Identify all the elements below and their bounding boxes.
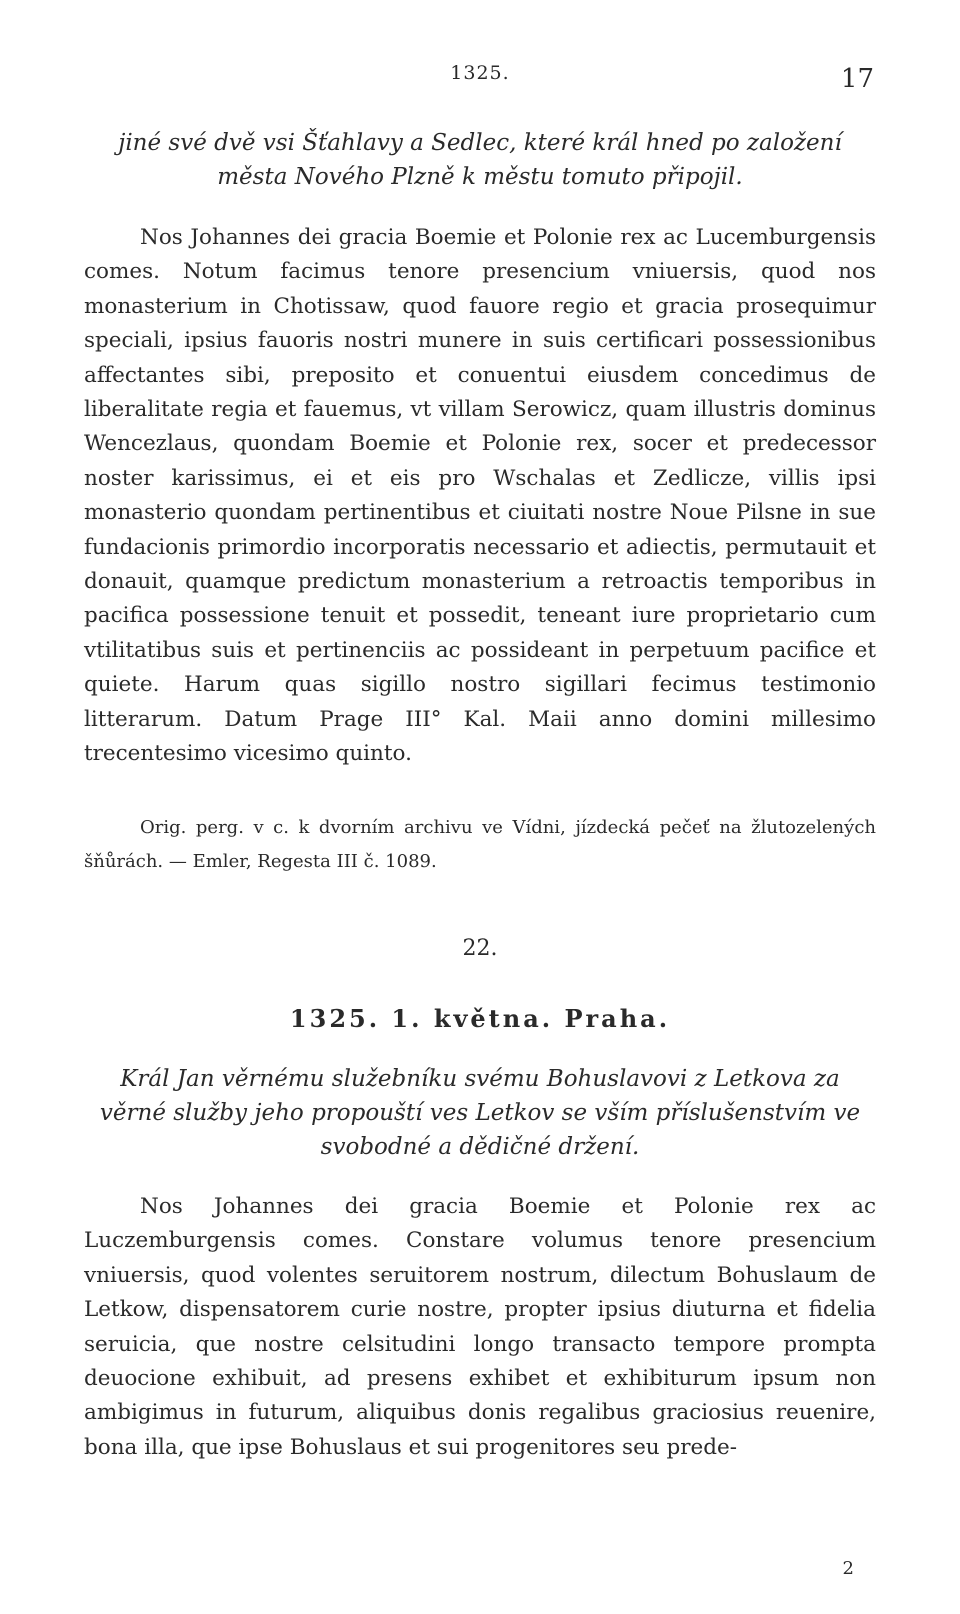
running-header-year: 1325.	[450, 62, 510, 84]
page-number: 17	[840, 64, 874, 94]
charter-text-2: Nos Johannes dei gracia Boemie et Polonie rex ac Luczemburgensis comes. Constare volumus tenore presencium vniuersis, quod volentes seruitorem nostrum, dilectum Bohuslaum de Letkow, dispensatorem curie nostre, propter ipsius diuturna et fidelia seruicia, que nostre celsitudini longo transacto tempore prompta deuocione exhibuit, ad presens exhibet et exhibiturum ipsum non ambigimus in futurum, aliquibus donis regalibus graciosius reuenire, bona illa, que ipse Bohuslaus et sui progenitores seu prede-	[84, 1194, 876, 1460]
document-number: 22.	[462, 936, 498, 961]
document-summary-2: Král Jan věrnému služebníku svému Bohuslavovi z Letkova za věrné služby jeho propouští ves Letkov se vším příslušenstvím ve svobodné a dědičné držení.	[99, 1066, 861, 1160]
printer-signature: 2	[842, 1558, 854, 1579]
document-dateline: 1325. 1. května. Praha.	[289, 1004, 671, 1033]
source-note: Orig. perg. v c. k dvorním archivu ve Vídni, jízdecká pečeť na žlutozelených šňůrách. — Emler, Regesta III č. 1089.	[84, 817, 876, 872]
charter-text: Nos Johannes dei gracia Boemie et Polonie rex ac Lucemburgensis comes. Notum facimus tenore presencium vniuersis, quod nos monasterium in Chotissaw, quod fauore regio et gracia prosequimur speciali, ipsius fauoris nostri munere in suis certificari possessionibus affectantes sibi, preposito et conuentui eiusdem concedimus de liberalitate regia et fauemus, vt villam Serowicz, quam illustris dominus Wencezlaus, quondam Boemie et Polonie rex, socer et predecessor noster karissimus, ei et eis pro Wschalas et Zedlicze, villis ipsi monasterio quondam pertinentibus et ciuitati nostre Noue Pilsne in sue fundacionis primordio incorporatis necessario et adiectis, permutauit et donauit, quamque predictum monasterium a retroactis temporibus in pacifica possessione tenuit et possedit, teneant iure proprietario cum vtilitatibus suis et pertinenciis ac possideant in perpetuum pacifice et quiete. Harum quas sigillo nostro sigillari fecimus testimonio litterarum. Datum Prage III° Kal. Maii anno domini millesimo trecentesimo vicesimo quinto.	[84, 225, 876, 767]
document-summary: jiné své dvě vsi Šťahlavy a Sedlec, které král hned po založení města Nového Plzně k městu tomuto připojil.	[118, 130, 842, 190]
